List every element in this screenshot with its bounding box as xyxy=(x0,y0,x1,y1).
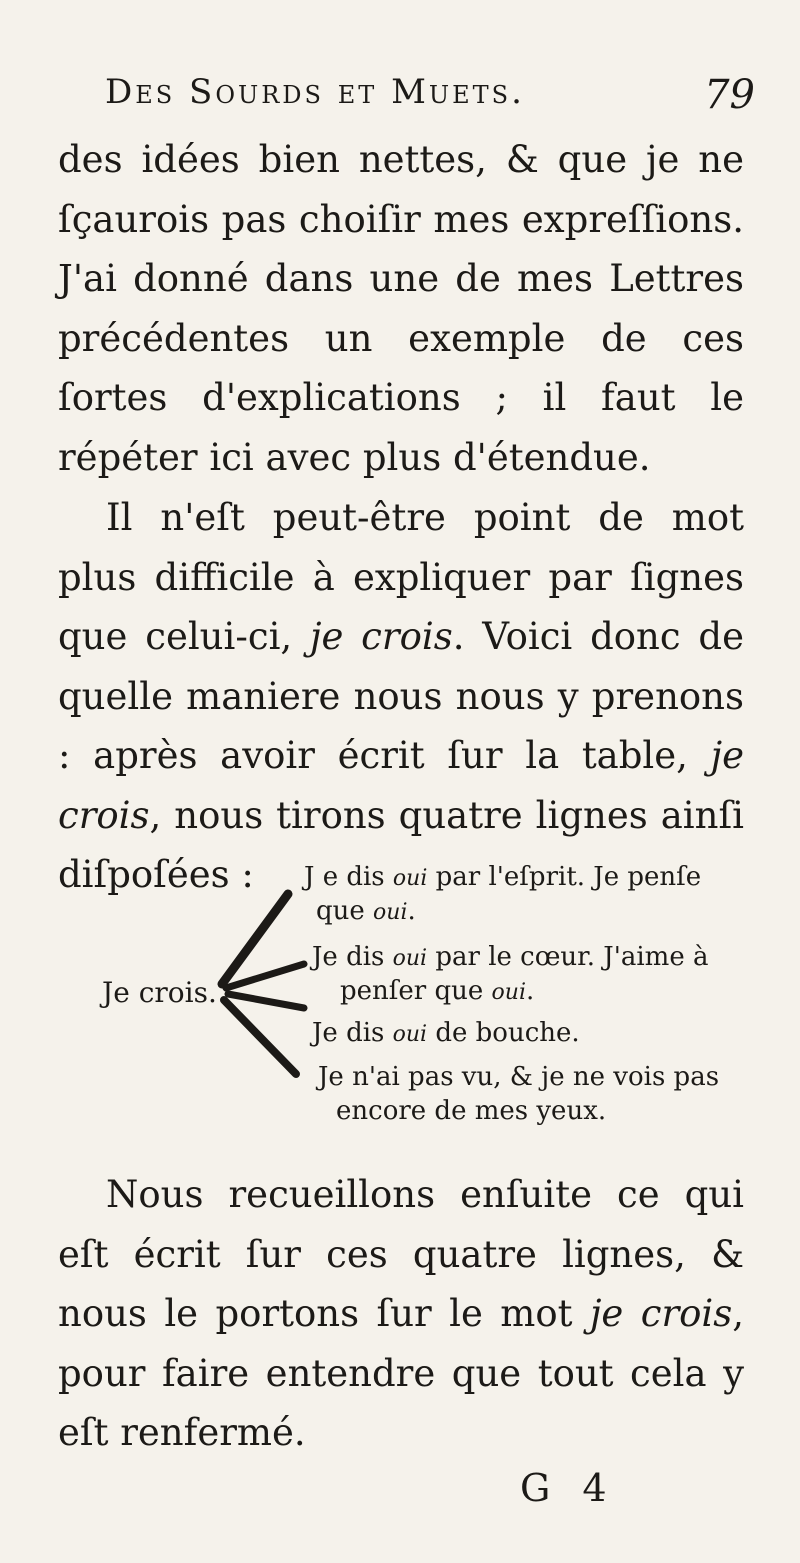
branch-1-a-pre: J e dis xyxy=(304,862,393,892)
branch-2-a-pre: Je dis xyxy=(312,942,393,972)
branch-4-line-b: encore de mes yeux. xyxy=(336,1096,607,1126)
running-title: Des Sourds et Muets. xyxy=(105,72,525,112)
paragraph-2-emphasis-2: je crois xyxy=(58,734,744,837)
line-to-bouche xyxy=(228,994,304,1008)
signature-mark: G 4 xyxy=(520,1466,617,1510)
paragraph-3-text xyxy=(58,1165,744,1463)
paragraph-1 xyxy=(58,130,744,487)
branch-3-post: de bouche. xyxy=(427,1018,580,1048)
branch-2-b-pre: penſer que xyxy=(340,976,492,1006)
paragraph-3-part-2: , pour faire entendre que tout cela y eſt renfermé. xyxy=(58,1292,744,1454)
paragraph-2-part-3: , nous tirons quatre lignes ainſi diſpoſées : xyxy=(58,793,744,896)
branch-1-line-a xyxy=(304,860,701,896)
diagram-root-label: Je crois. xyxy=(102,976,217,1009)
branch-2-line-b xyxy=(340,974,534,1010)
branch-1-b-em: oui xyxy=(373,900,408,925)
paragraph-3-emphasis-1: je crois xyxy=(589,1292,733,1335)
branch-1-a-em: oui xyxy=(392,866,428,891)
branch-1-b-pre: que xyxy=(316,896,374,926)
branch-4-line-a: Je n'ai pas vu, & je ne vois pas xyxy=(318,1062,720,1092)
je-crois-diagram xyxy=(60,852,760,1142)
branch-2-b-post: . xyxy=(525,976,535,1006)
branch-3-em: oui xyxy=(392,1022,428,1047)
branch-1-b-post: . xyxy=(407,896,416,926)
branch-2-b-em: oui xyxy=(491,980,526,1005)
paragraph-2-text xyxy=(58,488,744,905)
paragraph-1-text: des idées bien nettes, & que je ne ſçaurois pas choiſir mes expreſſions. J'ai donné dans une de mes Lettres précédentes un exemple de ces ſortes d'explications ; il faut le répéter ici avec plus d'étendue. xyxy=(58,138,744,479)
paragraph-2-emphasis-1: je crois xyxy=(309,615,453,658)
branch-1-line-b xyxy=(316,894,416,930)
paragraph-2 xyxy=(58,488,744,905)
branch-3-pre: Je dis xyxy=(312,1018,393,1048)
branch-3-line xyxy=(312,1016,580,1052)
line-to-yeux xyxy=(224,1000,296,1074)
paragraph-2-part-1: Il n'eſt peut-être point de mot plus difficile à expliquer par ſignes que celui-ci, xyxy=(58,496,744,658)
running-header xyxy=(105,72,755,132)
paragraph-2-part-2: . Voici donc de quelle maniere nous nous y prenons : après avoir écrit ſur la table, xyxy=(58,615,744,777)
branch-2-a-em: oui xyxy=(392,946,428,971)
branch-2-line-a xyxy=(312,940,708,976)
paragraph-3-part-1: Nous recueillons enſuite ce qui eſt écrit ſur ces quatre lignes, & nous le portons ſur le mot xyxy=(58,1173,744,1335)
paragraph-3 xyxy=(58,1165,744,1463)
branch-2-a-post: par le cœur. J'aime à xyxy=(427,942,709,972)
page-number: 79 xyxy=(704,72,755,118)
branch-1-a-post: par l'eſprit. Je penſe xyxy=(427,862,702,892)
